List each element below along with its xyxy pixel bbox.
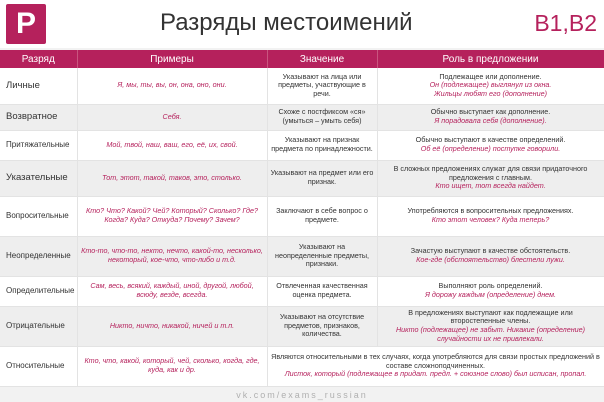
category-cell: Притяжательные bbox=[0, 130, 77, 160]
role-cell bbox=[377, 68, 604, 104]
examples-cell: Себя. bbox=[77, 104, 267, 130]
role-example: Никто (подлежащее) не забыт. Никакие (определение) случайности их не привлекали. bbox=[395, 325, 586, 343]
page-header bbox=[0, 0, 604, 48]
table-row bbox=[0, 130, 604, 160]
examples-cell: Тот, этот, такой, таков, это, столько. bbox=[77, 160, 267, 196]
table-row bbox=[0, 68, 604, 104]
meaning-cell: Отвлеченная качественная оценка предмета. bbox=[267, 276, 377, 306]
examples-cell: Кто-то, что-то, некто, нечто, какой-то, несколько, некоторый, кое-что, что-либо и т.д. bbox=[77, 236, 267, 276]
category-cell: Личные bbox=[0, 68, 77, 104]
category-cell: Отрицательные bbox=[0, 306, 77, 346]
examples-cell: Кто, что, какой, который, чей, сколько, когда, где, куда, как и др. bbox=[77, 346, 267, 386]
role-text: Выполняют роль определений. bbox=[438, 281, 543, 291]
table-row bbox=[0, 160, 604, 196]
role-cell bbox=[377, 104, 604, 130]
role-example: Кое-где (обстоятельство) блестели лужи. bbox=[416, 255, 565, 264]
category-cell: Вопросительные bbox=[0, 196, 77, 236]
table-header-row bbox=[0, 50, 604, 68]
column-header: Значение bbox=[267, 50, 377, 68]
logo: P bbox=[6, 4, 46, 44]
role-example: Я порадовала себя (дополнение). bbox=[434, 116, 547, 125]
meaning-cell: Заключают в себе вопрос о предмете. bbox=[267, 196, 377, 236]
role-cell bbox=[377, 196, 604, 236]
role-text: В предложениях выступают как подлежащие или второстепенные члены. bbox=[408, 307, 573, 326]
table-row bbox=[0, 104, 604, 130]
category-cell: Указательные bbox=[0, 160, 77, 196]
table-row bbox=[0, 276, 604, 306]
role-example: Я дорожу каждым (определение) днем. bbox=[425, 290, 556, 299]
meaning-cell: Указывают на лица или предметы, участвующие в речи. bbox=[267, 68, 377, 104]
meaning-cell: Схоже с постфиксом «ся» (умыться – умыть себя) bbox=[267, 104, 377, 130]
category-cell: Возвратное bbox=[0, 104, 77, 130]
meaning-cell: Указывают на отсутствие предметов, признаков, количества. bbox=[267, 306, 377, 346]
role-cell bbox=[377, 236, 604, 276]
examples-cell: Мой, твой, наш, ваш, его, её, их, свой. bbox=[77, 130, 267, 160]
role-example: Жильцы любят его (дополнение) bbox=[433, 89, 548, 99]
role-cell bbox=[377, 276, 604, 306]
role-text: Употребляются в вопросительных предложениях. bbox=[407, 206, 574, 216]
role-example: Кто этот человек? Куда теперь? bbox=[431, 215, 550, 224]
role-cell bbox=[377, 306, 604, 346]
examples-cell: Никто, ничто, никакой, ничей и т.п. bbox=[77, 306, 267, 346]
page-title: Разряды местоимений bbox=[160, 9, 413, 36]
column-header: Примеры bbox=[77, 50, 267, 68]
table-row bbox=[0, 306, 604, 346]
category-cell: Относительные bbox=[0, 346, 77, 386]
table-row bbox=[0, 346, 604, 386]
role-text: Обычно выступают в качестве определений. bbox=[415, 135, 566, 145]
role-text: Являются относительными в тех случаях, когда употребляются для связи простых предложений в составе сложноподчиненных. bbox=[271, 352, 600, 370]
role-cell bbox=[377, 160, 604, 196]
role-example: Кто ищет, тот всегда найдет. bbox=[435, 181, 546, 191]
meaning-cell: Указывают на предмет или его признак. bbox=[267, 160, 377, 196]
merged-description-cell bbox=[267, 346, 604, 386]
role-example: Об её (определение) поступке говорили. bbox=[420, 144, 561, 153]
role-example: Он (подлежащее) выглянул из окна. bbox=[429, 80, 552, 90]
table-row bbox=[0, 196, 604, 236]
category-cell: Неопределенные bbox=[0, 236, 77, 276]
examples-cell: Я, мы, ты, вы, он, она, оно, они. bbox=[77, 68, 267, 104]
table-row bbox=[0, 236, 604, 276]
level-badge: B1,B2 bbox=[534, 10, 597, 36]
column-header: Разряд bbox=[0, 50, 77, 68]
examples-cell: Сам, весь, всякий, каждый, иной, другой, любой, всюду, везде, всегда. bbox=[77, 276, 267, 306]
watermark: vk.com/exams_russian bbox=[236, 390, 368, 400]
category-cell: Определительные bbox=[0, 276, 77, 306]
meaning-cell: Указывают на неопределенные предметы, признаки. bbox=[267, 236, 377, 276]
pronoun-table bbox=[0, 50, 604, 387]
role-cell bbox=[377, 130, 604, 160]
role-text: Обычно выступает как дополнение. bbox=[430, 107, 551, 117]
role-text: В сложных предложениях служат для связи придаточного предложения с главным. bbox=[393, 164, 588, 182]
role-text: Подлежащее или дополнение. bbox=[439, 71, 542, 81]
role-example: Листок, который (подлежащее в придат. предл. + союзное слово) был исписан, пропал. bbox=[284, 369, 587, 379]
column-header: Роль в предложении bbox=[377, 50, 604, 68]
meaning-cell: Указывают на признак предмета по принадлежности. bbox=[267, 130, 377, 160]
examples-cell: Кто? Что? Какой? Чей? Который? Сколько? Где? Когда? Куда? Откуда? Почему? Зачем? bbox=[77, 196, 267, 236]
role-text: Зачастую выступают в качестве обстоятельств. bbox=[410, 246, 571, 256]
